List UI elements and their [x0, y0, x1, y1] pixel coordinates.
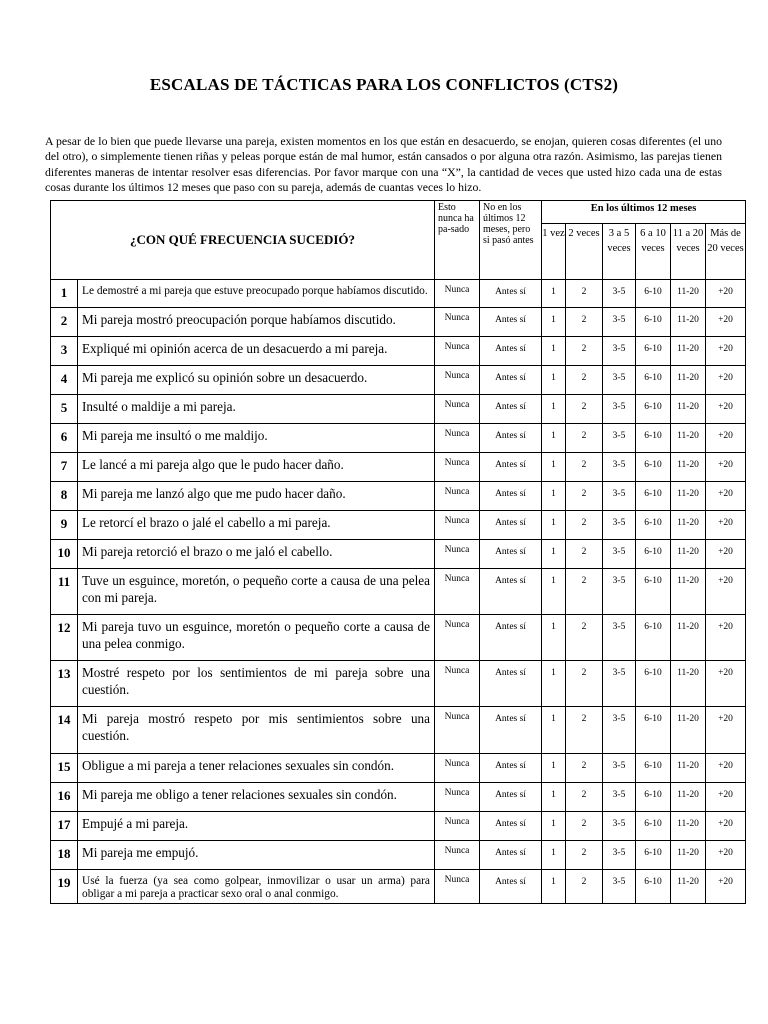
option-antes-si[interactable]: Antes sí	[480, 453, 542, 482]
option-20plus[interactable]: +20	[706, 482, 746, 511]
option-nunca[interactable]: Nunca	[435, 783, 480, 812]
item-question: Mi pareja mostró respeto por mis sentimientos sobre una cuestión.	[78, 707, 435, 754]
never-header: Esto nunca ha pa-sado	[435, 201, 480, 280]
option-1[interactable]: 1	[542, 569, 566, 615]
option-6-10[interactable]: 6-10	[636, 540, 671, 569]
option-11-20[interactable]: 11-20	[671, 783, 706, 812]
item-question: Mi pareja tuvo un esguince, moretón o pequeño corte a causa de una pelea conmigo.	[78, 615, 435, 661]
option-nunca[interactable]: Nunca	[435, 707, 480, 754]
option-6-10[interactable]: 6-10	[636, 870, 671, 904]
last-12-months-header: En los últimos 12 meses	[542, 201, 746, 224]
option-3-5[interactable]: 3-5	[603, 424, 636, 453]
question-header: ¿CON QUÉ FRECUENCIA SUCEDIÓ?	[51, 201, 435, 280]
table-row	[51, 870, 746, 904]
option-antes-si[interactable]: Antes sí	[480, 707, 542, 754]
option-2[interactable]: 2	[566, 615, 603, 661]
option-1[interactable]: 1	[542, 754, 566, 783]
option-3-5[interactable]: 3-5	[603, 337, 636, 366]
option-2[interactable]: 2	[566, 395, 603, 424]
table-row	[51, 424, 746, 453]
option-3-5[interactable]: 3-5	[603, 511, 636, 540]
option-20plus[interactable]: +20	[706, 366, 746, 395]
instructions-paragraph: A pesar de lo bien que puede llevarse una pareja, existen momentos en los que están en desacuerdo, se enojan, quieren cosas diferentes (el uno del otro), o simplemente tienen riñas y peleas porque están de mal humor, están cansados o por alguna otra razón. Asimismo, las parejas tienen diferentes maneras de intentar resolver esas diferencias. Por favor marque con una “X”, la cantidad de veces que usted hizo cada una de estas cosas durante los últimos 12 meses que paso con su pareja, además de cuantas veces lo hizo.	[45, 134, 722, 195]
option-20plus[interactable]: +20	[706, 308, 746, 337]
option-11-20[interactable]: 11-20	[671, 511, 706, 540]
option-1[interactable]: 1	[542, 661, 566, 707]
freq-2-header: 2 veces	[566, 224, 603, 280]
option-20plus[interactable]: +20	[706, 841, 746, 870]
table-row	[51, 280, 746, 308]
table-row	[51, 395, 746, 424]
option-nunca[interactable]: Nunca	[435, 366, 480, 395]
option-nunca[interactable]: Nunca	[435, 511, 480, 540]
option-nunca[interactable]: Nunca	[435, 540, 480, 569]
option-1[interactable]: 1	[542, 783, 566, 812]
option-2[interactable]: 2	[566, 707, 603, 754]
option-antes-si[interactable]: Antes sí	[480, 569, 542, 615]
option-11-20[interactable]: 11-20	[671, 424, 706, 453]
option-6-10[interactable]: 6-10	[636, 661, 671, 707]
item-number: 16	[51, 783, 78, 812]
option-3-5[interactable]: 3-5	[603, 280, 636, 308]
table-row	[51, 540, 746, 569]
item-question: Le retorcí el brazo o jalé el cabello a mi pareja.	[78, 511, 435, 540]
item-number: 19	[51, 870, 78, 904]
option-2[interactable]: 2	[566, 366, 603, 395]
option-1[interactable]: 1	[542, 870, 566, 904]
option-3-5[interactable]: 3-5	[603, 308, 636, 337]
option-11-20[interactable]: 11-20	[671, 337, 706, 366]
option-antes-si[interactable]: Antes sí	[480, 870, 542, 904]
option-6-10[interactable]: 6-10	[636, 280, 671, 308]
option-2[interactable]: 2	[566, 783, 603, 812]
item-question: Insulté o maldije a mi pareja.	[78, 395, 435, 424]
table-row	[51, 707, 746, 754]
option-6-10[interactable]: 6-10	[636, 754, 671, 783]
option-20plus[interactable]: +20	[706, 453, 746, 482]
option-2[interactable]: 2	[566, 540, 603, 569]
item-question: Obligue a mi pareja a tener relaciones sexuales sin condón.	[78, 754, 435, 783]
option-2[interactable]: 2	[566, 754, 603, 783]
option-antes-si[interactable]: Antes sí	[480, 661, 542, 707]
option-2[interactable]: 2	[566, 482, 603, 511]
option-3-5[interactable]: 3-5	[603, 453, 636, 482]
option-nunca[interactable]: Nunca	[435, 870, 480, 904]
option-1[interactable]: 1	[542, 540, 566, 569]
option-1[interactable]: 1	[542, 615, 566, 661]
item-question: Empujé a mi pareja.	[78, 812, 435, 841]
option-antes-si[interactable]: Antes sí	[480, 308, 542, 337]
option-11-20[interactable]: 11-20	[671, 812, 706, 841]
freq-1-header: 1 vez	[542, 224, 566, 280]
option-antes-si[interactable]: Antes sí	[480, 366, 542, 395]
option-6-10[interactable]: 6-10	[636, 783, 671, 812]
option-11-20[interactable]: 11-20	[671, 615, 706, 661]
option-11-20[interactable]: 11-20	[671, 707, 706, 754]
item-question: Mi pareja me insultó o me maldijo.	[78, 424, 435, 453]
option-1[interactable]: 1	[542, 841, 566, 870]
item-number: 4	[51, 366, 78, 395]
option-1[interactable]: 1	[542, 511, 566, 540]
option-11-20[interactable]: 11-20	[671, 661, 706, 707]
option-20plus[interactable]: +20	[706, 870, 746, 904]
option-nunca[interactable]: Nunca	[435, 754, 480, 783]
item-number: 1	[51, 280, 78, 308]
option-20plus[interactable]: +20	[706, 707, 746, 754]
item-number: 7	[51, 453, 78, 482]
option-20plus[interactable]: +20	[706, 280, 746, 308]
option-2[interactable]: 2	[566, 511, 603, 540]
option-11-20[interactable]: 11-20	[671, 453, 706, 482]
option-nunca[interactable]: Nunca	[435, 615, 480, 661]
option-6-10[interactable]: 6-10	[636, 615, 671, 661]
option-nunca[interactable]: Nunca	[435, 482, 480, 511]
option-nunca[interactable]: Nunca	[435, 395, 480, 424]
option-3-5[interactable]: 3-5	[603, 661, 636, 707]
option-6-10[interactable]: 6-10	[636, 812, 671, 841]
table-row	[51, 661, 746, 707]
table-row	[51, 841, 746, 870]
option-2[interactable]: 2	[566, 453, 603, 482]
item-question: Mi pareja retorció el brazo o me jaló el cabello.	[78, 540, 435, 569]
option-1[interactable]: 1	[542, 453, 566, 482]
option-2[interactable]: 2	[566, 280, 603, 308]
option-11-20[interactable]: 11-20	[671, 754, 706, 783]
option-nunca[interactable]: Nunca	[435, 424, 480, 453]
option-11-20[interactable]: 11-20	[671, 395, 706, 424]
option-20plus[interactable]: +20	[706, 395, 746, 424]
option-6-10[interactable]: 6-10	[636, 308, 671, 337]
page-title: ESCALAS DE TÁCTICAS PARA LOS CONFLICTOS (CTS2)	[149, 75, 619, 94]
option-nunca[interactable]: Nunca	[435, 569, 480, 615]
option-20plus[interactable]: +20	[706, 511, 746, 540]
option-20plus[interactable]: +20	[706, 615, 746, 661]
option-nunca[interactable]: Nunca	[435, 812, 480, 841]
option-11-20[interactable]: 11-20	[671, 280, 706, 308]
option-6-10[interactable]: 6-10	[636, 482, 671, 511]
option-1[interactable]: 1	[542, 707, 566, 754]
option-11-20[interactable]: 11-20	[671, 308, 706, 337]
before-header: No en los últimos 12 meses, pero si pasó antes	[480, 201, 542, 280]
item-number: 5	[51, 395, 78, 424]
option-antes-si[interactable]: Antes sí	[480, 511, 542, 540]
option-11-20[interactable]: 11-20	[671, 540, 706, 569]
item-number: 8	[51, 482, 78, 511]
option-antes-si[interactable]: Antes sí	[480, 337, 542, 366]
option-3-5[interactable]: 3-5	[603, 812, 636, 841]
item-question: Mi pareja me explicó su opinión sobre un desacuerdo.	[78, 366, 435, 395]
option-20plus[interactable]: +20	[706, 337, 746, 366]
option-6-10[interactable]: 6-10	[636, 453, 671, 482]
table-row	[51, 511, 746, 540]
option-6-10[interactable]: 6-10	[636, 707, 671, 754]
option-20plus[interactable]: +20	[706, 540, 746, 569]
option-20plus[interactable]: +20	[706, 754, 746, 783]
option-nunca[interactable]: Nunca	[435, 453, 480, 482]
option-antes-si[interactable]: Antes sí	[480, 783, 542, 812]
item-number: 11	[51, 569, 78, 615]
table-row	[51, 308, 746, 337]
table-row	[51, 337, 746, 366]
option-3-5[interactable]: 3-5	[603, 615, 636, 661]
item-number: 14	[51, 707, 78, 754]
freq-11-20-header: 11 a 20 veces	[671, 224, 706, 280]
option-1[interactable]: 1	[542, 337, 566, 366]
item-question: Mi pareja me lanzó algo que me pudo hacer daño.	[78, 482, 435, 511]
item-number: 3	[51, 337, 78, 366]
item-number: 9	[51, 511, 78, 540]
option-antes-si[interactable]: Antes sí	[480, 841, 542, 870]
item-number: 13	[51, 661, 78, 707]
option-2[interactable]: 2	[566, 661, 603, 707]
option-3-5[interactable]: 3-5	[603, 540, 636, 569]
item-question: Tuve un esguince, moretón, o pequeño corte a causa de una pelea con mi pareja.	[78, 569, 435, 615]
option-11-20[interactable]: 11-20	[671, 870, 706, 904]
option-nunca[interactable]: Nunca	[435, 661, 480, 707]
item-question: Le lancé a mi pareja algo que le pudo hacer daño.	[78, 453, 435, 482]
item-number: 17	[51, 812, 78, 841]
item-number: 15	[51, 754, 78, 783]
option-1[interactable]: 1	[542, 366, 566, 395]
table-row	[51, 615, 746, 661]
option-6-10[interactable]: 6-10	[636, 841, 671, 870]
option-20plus[interactable]: +20	[706, 424, 746, 453]
item-question: Le demostré a mi pareja que estuve preocupado porque habíamos discutido.	[78, 280, 435, 308]
option-2[interactable]: 2	[566, 841, 603, 870]
table-row	[51, 366, 746, 395]
option-1[interactable]: 1	[542, 308, 566, 337]
option-20plus[interactable]: +20	[706, 812, 746, 841]
table-row	[51, 812, 746, 841]
item-question: Usé la fuerza (ya sea como golpear, inmovilizar o usar un arma) para obligar a mi pareja a practicar sexo oral o anal conmigo.	[78, 870, 435, 904]
option-1[interactable]: 1	[542, 812, 566, 841]
table-row	[51, 482, 746, 511]
option-6-10[interactable]: 6-10	[636, 337, 671, 366]
option-11-20[interactable]: 11-20	[671, 569, 706, 615]
option-1[interactable]: 1	[542, 395, 566, 424]
item-question: Expliqué mi opinión acerca de un desacuerdo a mi pareja.	[78, 337, 435, 366]
option-20plus[interactable]: +20	[706, 569, 746, 615]
option-antes-si[interactable]: Antes sí	[480, 540, 542, 569]
option-1[interactable]: 1	[542, 280, 566, 308]
option-3-5[interactable]: 3-5	[603, 870, 636, 904]
option-2[interactable]: 2	[566, 424, 603, 453]
table-row	[51, 754, 746, 783]
item-number: 18	[51, 841, 78, 870]
option-11-20[interactable]: 11-20	[671, 482, 706, 511]
item-question: Mi pareja me empujó.	[78, 841, 435, 870]
option-antes-si[interactable]: Antes sí	[480, 754, 542, 783]
option-3-5[interactable]: 3-5	[603, 395, 636, 424]
option-nunca[interactable]: Nunca	[435, 337, 480, 366]
option-nunca[interactable]: Nunca	[435, 280, 480, 308]
table-row	[51, 453, 746, 482]
item-question: Mi pareja mostró preocupación porque habíamos discutido.	[78, 308, 435, 337]
option-2[interactable]: 2	[566, 569, 603, 615]
option-3-5[interactable]: 3-5	[603, 366, 636, 395]
option-3-5[interactable]: 3-5	[603, 569, 636, 615]
option-11-20[interactable]: 11-20	[671, 366, 706, 395]
option-6-10[interactable]: 6-10	[636, 395, 671, 424]
option-3-5[interactable]: 3-5	[603, 707, 636, 754]
freq-20plus-header: Más de 20 veces	[706, 224, 746, 280]
option-1[interactable]: 1	[542, 482, 566, 511]
option-antes-si[interactable]: Antes sí	[480, 280, 542, 308]
option-antes-si[interactable]: Antes sí	[480, 395, 542, 424]
item-question: Mi pareja me obligo a tener relaciones sexuales sin condón.	[78, 783, 435, 812]
option-3-5[interactable]: 3-5	[603, 783, 636, 812]
freq-3-5-header: 3 a 5 veces	[603, 224, 636, 280]
option-antes-si[interactable]: Antes sí	[480, 812, 542, 841]
item-number: 2	[51, 308, 78, 337]
option-2[interactable]: 2	[566, 337, 603, 366]
option-6-10[interactable]: 6-10	[636, 511, 671, 540]
option-20plus[interactable]: +20	[706, 661, 746, 707]
option-antes-si[interactable]: Antes sí	[480, 482, 542, 511]
item-number: 6	[51, 424, 78, 453]
option-2[interactable]: 2	[566, 870, 603, 904]
table-row	[51, 569, 746, 615]
option-3-5[interactable]: 3-5	[603, 841, 636, 870]
option-antes-si[interactable]: Antes sí	[480, 424, 542, 453]
option-nunca[interactable]: Nunca	[435, 841, 480, 870]
option-3-5[interactable]: 3-5	[603, 482, 636, 511]
option-2[interactable]: 2	[566, 812, 603, 841]
option-nunca[interactable]: Nunca	[435, 308, 480, 337]
option-antes-si[interactable]: Antes sí	[480, 615, 542, 661]
option-11-20[interactable]: 11-20	[671, 841, 706, 870]
item-number: 12	[51, 615, 78, 661]
option-3-5[interactable]: 3-5	[603, 754, 636, 783]
option-6-10[interactable]: 6-10	[636, 366, 671, 395]
option-20plus[interactable]: +20	[706, 783, 746, 812]
item-question: Mostré respeto por los sentimientos de mi pareja sobre una cuestión.	[78, 661, 435, 707]
option-6-10[interactable]: 6-10	[636, 569, 671, 615]
frequency-table	[50, 200, 746, 904]
freq-6-10-header: 6 a 10 veces	[636, 224, 671, 280]
option-6-10[interactable]: 6-10	[636, 424, 671, 453]
item-number: 10	[51, 540, 78, 569]
table-row	[51, 783, 746, 812]
option-2[interactable]: 2	[566, 308, 603, 337]
option-1[interactable]: 1	[542, 424, 566, 453]
